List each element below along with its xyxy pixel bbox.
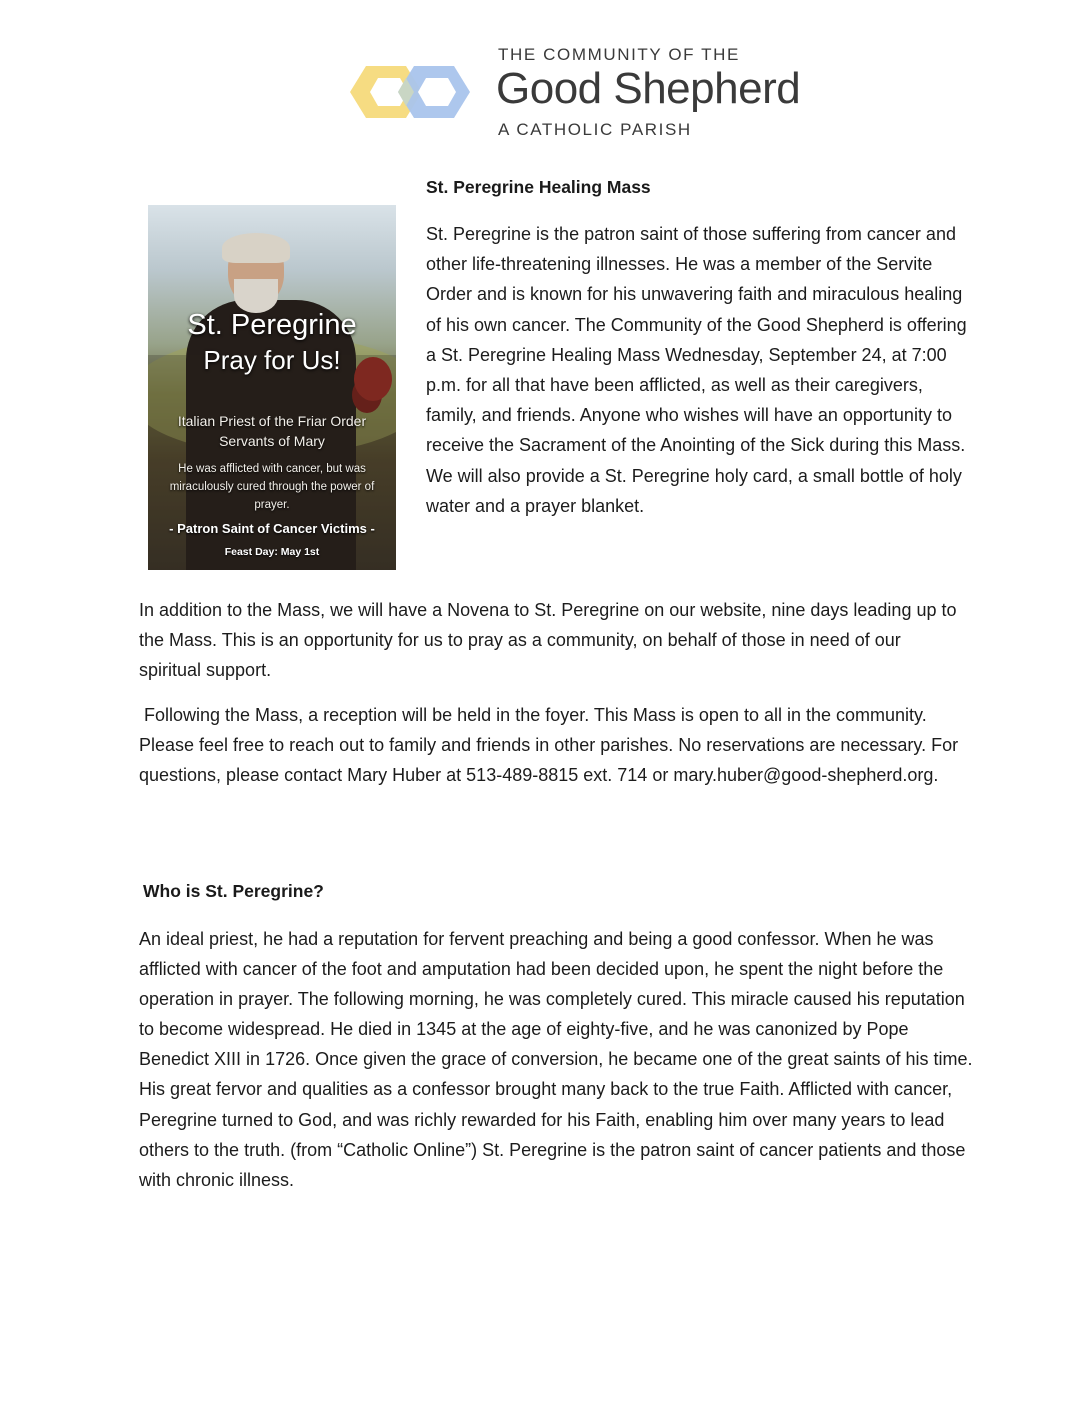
card-title: St. Peregrine [187,309,357,341]
biography-paragraph: An ideal priest, he had a reputation for fervent preaching and being a good confessor. When he was afflicted with cancer of the foot and amputation had been decided upon, he spent the night before the operation in prayer. The following morning, he was completely cured. This miracle caused his reputation to become widespread. He died in 1345 at the age of eighty-five, and he was canonized by Pope Benedict XIII in 1726. Once given the grace of conversion, he became one of the great saints of his time. His great fervor and qualities as a confessor brought many back to the true Faith. Afflicted with cancer, Peregrine turned to God, and was richly rewarded for his Faith, enabling him over many years to lead others to the truth. (from “Catholic Online”) St. Peregrine is the patron saint of cancer patients and those with chronic illness. [139,929,973,1190]
interlocking-shapes-icon [348,64,488,120]
card-description: Italian Priest of the Friar Order Servants of Mary [177,413,367,449]
who-is-heading: Who is St. Peregrine? [143,881,324,901]
logo-line-community: THE COMMUNITY OF THE [498,45,740,64]
card-patron: - Patron Saint of Cancer Victims - [169,521,375,536]
saint-figure-hair [222,233,290,263]
st-peregrine-holy-card [148,205,396,570]
card-feast-day: Feast Day: May 1st [224,546,320,558]
logo-line-catholic-parish: A CATHOLIC PARISH [498,120,692,139]
logo-line-good-shepherd: Good Shepherd [496,64,801,113]
card-story: He was afflicted with cancer, but was miraculously cured through the power of prayer. [169,463,375,511]
reception-paragraph: Following the Mass, a reception will be held in the foyer. This Mass is open to all in the community. Please feel free to reach out to family and friends in other parishes. No reservations are necessary. For questions, please contact Mary Huber at 513-489-8815 ext. 714 or mary.huber@good-shepherd.org. [139,705,959,785]
novena-paragraph: In addition to the Mass, we will have a Novena to St. Peregrine on our website, nine days leading up to the Mass. This is an opportunity for us to pray as a community, on behalf of those in need of our spiritual support. [139,600,957,680]
saint-figure-beard [234,279,278,313]
card-subtitle: Pray for Us! [203,345,341,375]
mass-intro-paragraph: St. Peregrine is the patron saint of those suffering from cancer and other life-threatening illnesses. He was a member of the Servite Order and is known for his unwavering faith and miraculous healing of his own cancer. The Community of the Good Shepherd is offering a St. Peregrine Healing Mass Wednesday, September 24, at 7:00 p.m. for all that have been afflicted, as well as their caregivers, family, and friends. Anyone who wishes will have an opportunity to receive the Sacrament of the Anointing of the Sick during this Mass. We will also provide a St. Peregrine holy card, a small bottle of holy water and a prayer blanket. [426,224,967,516]
healing-mass-heading: St. Peregrine Healing Mass [426,177,651,197]
parish-logo [348,44,808,144]
